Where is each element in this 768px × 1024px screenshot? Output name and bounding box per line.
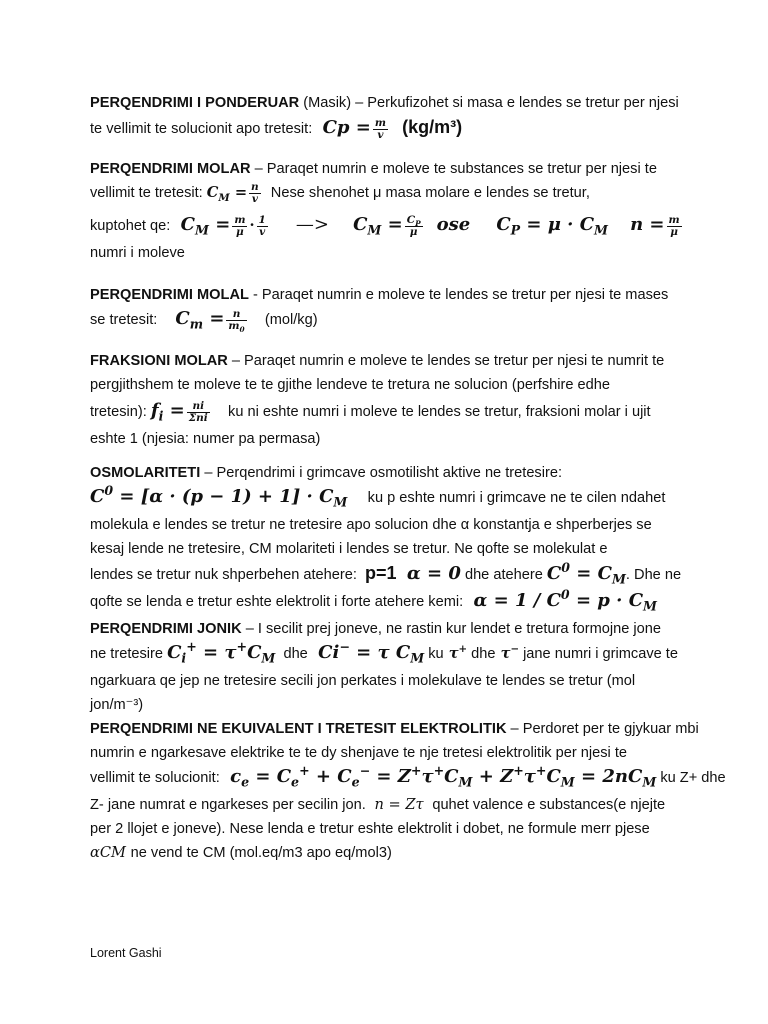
- text-line: [90, 717, 699, 741]
- text-line: [90, 157, 680, 181]
- unit: (kg/m³): [402, 117, 463, 137]
- text: - Paraqet numrin e moleve te lendes se tretur per njesi te mases: [248, 287, 669, 303]
- text-line: [90, 763, 726, 793]
- section-title: PERQENDRIMI JONIK: [90, 621, 242, 637]
- text: vellimit te solucionit:: [90, 770, 220, 786]
- author-footer: Lorent Gashi: [90, 946, 162, 960]
- formula: Ci− = τ $C_M$: [311, 639, 425, 666]
- text-line: [90, 841, 680, 865]
- text: molekula e lendes se tretur ne tretesire apo solucion dhe α konstantja e shperberjes se: [90, 517, 652, 533]
- text: – Perdoret per te gjykuar mbi: [506, 721, 699, 737]
- formula: $C_m$ =: [175, 308, 225, 332]
- text: ne tretesire: [90, 646, 164, 662]
- text-line: [90, 283, 680, 307]
- text: ku Z+ dhe: [660, 770, 726, 786]
- section-ekuivalent: [90, 717, 726, 865]
- text: qofte se lenda e tretur eshte elektrolit i forte atehere kemi:: [90, 594, 464, 610]
- text-line: [90, 741, 680, 765]
- section-ponderuar: [90, 91, 680, 143]
- section-title: FRAKSIONI MOLAR: [90, 353, 228, 369]
- formula: αCM: [90, 844, 131, 861]
- text: – Paraqet numrin e moleve te substances se tretur per njesi te: [250, 161, 657, 177]
- text-line: kuptohet qe: $C_M$ = $\frac{m}{\mu}$ · $\frac{1}{v}$ —> $C_M$ = $\frac{C_P}{\mu}$ ose $C_P = \mu \cdot C_M$ n = $\frac{m}{\mu}$: [90, 213, 680, 238]
- formula: $\alpha = 1 / C^0 = p \cdot C_M$: [467, 587, 657, 614]
- section-fraksioni: [90, 349, 680, 449]
- text: (Masik) – Perkufizohet si masa e lendes se tretur per njesi: [299, 95, 679, 111]
- text: vellimit te tretesit:: [90, 185, 203, 201]
- text-line: [90, 537, 680, 561]
- text-line: [90, 513, 680, 537]
- text: pergjithshem te moleve te te gjithe lendeve te tretura ne solucion (perfshire edhe: [90, 377, 611, 393]
- text: tretesin):: [90, 404, 147, 420]
- formula: $C_M$ =: [353, 214, 403, 238]
- formula: n = Zτ: [369, 796, 429, 813]
- unit: (mol/kg): [264, 312, 318, 328]
- text-line: [90, 817, 680, 841]
- text-line: ne tretesire $C_i^+ = \tau^+C_M$ dhe Ci− = τ $C_M$ ku τ+ dhe τ− jane numri i grimcave te: [90, 639, 678, 666]
- text-line: [90, 427, 680, 451]
- text-line: [90, 91, 680, 115]
- text: dhe: [471, 646, 496, 662]
- formula: n =: [630, 214, 665, 235]
- text: ku ni eshte numri i moleve te lendes se tretur, fraksioni molar i ujit: [228, 404, 651, 420]
- formula: $C^0 = C_M$: [546, 560, 626, 587]
- text: se tretesit:: [90, 312, 158, 328]
- text: numrin e ngarkesave elektrike te te dy shenjave te nje tretesi elektrolitik per njesi te: [90, 745, 627, 761]
- text: kuptohet qe:: [90, 218, 171, 234]
- text: dhe atehere: [464, 567, 543, 583]
- section-title: OSMOLARITETI: [90, 465, 201, 481]
- section-title: PERQENDRIMI I PONDERUAR: [90, 95, 300, 111]
- text: p=1: [365, 563, 397, 583]
- text: . Dhe ne: [625, 567, 682, 583]
- section-molal: [90, 283, 680, 335]
- formula: $C_i^+ = \tau^+C_M$: [167, 639, 276, 666]
- text-line: [90, 693, 680, 717]
- text: dhe: [283, 646, 308, 662]
- text: Z- jane numrat e ngarkeses per secilin jon.: [90, 797, 366, 813]
- text: te vellimit te solucionit apo tretesit:: [90, 121, 313, 137]
- text: quhet valence e substances(e njejte: [432, 797, 666, 813]
- text: ngarkuara qe jep ne tretesire secili jon perkates i molekulave te lendes se tretur (mol: [90, 673, 636, 689]
- formula-equivalent: $c_e = C_e^+ + C_e^- = Z^+\tau^+C_M + Z^+\tau^+C_M = 2nC_M$: [223, 763, 657, 790]
- text-line: [90, 561, 680, 589]
- fraction: $\frac{m}{v}$: [374, 116, 386, 141]
- text: lendes se tretur nuk shperbehen atehere:: [90, 567, 357, 583]
- section-title: PERQENDRIMI NE EKUIVALENT I TRETESIT ELEKTROLITIK: [90, 721, 507, 737]
- text-line: [90, 349, 680, 373]
- formula-cm: $C_M$ =: [206, 184, 248, 204]
- text: – Paraqet numrin e moleve te lendes se tretur per njesi te numrit te: [227, 353, 665, 369]
- formula-osmolarity: $C^0 = [\alpha \cdot (p - 1) + 1] \cdot C_M$: [90, 483, 348, 510]
- formula-cp: Cp =: [316, 117, 371, 138]
- text: jon/m⁻³): [90, 697, 144, 713]
- text-line: [90, 589, 680, 617]
- formula: α = 0: [400, 563, 461, 584]
- formula: $C_P = \mu \cdot C_M$: [496, 214, 608, 238]
- text: ku p eshte numri i grimcave ne te cilen ndahet: [367, 490, 666, 506]
- section-molar: [90, 157, 680, 261]
- text-line: [90, 461, 680, 485]
- text: eshte 1 (njesia: numer pa permasa): [90, 431, 321, 447]
- text: Nese shenohet μ masa molare e lendes se tretur,: [270, 185, 590, 201]
- text: ne vend te CM (mol.eq/m3 apo eq/mol3): [130, 845, 392, 861]
- text: kesaj lende ne tretesire, CM molariteti i lendes se tretur. Ne qofte se molekulat e: [90, 541, 608, 557]
- section-osmolariteti: [90, 461, 680, 617]
- formula: $C_M$ =: [174, 214, 231, 238]
- text-line: tretesin): $f_i$ = $\frac{ni}{\text{Σni}}$ ku ni eshte numri i moleve te lendes se tretur, fraksioni molar i ujit: [90, 399, 651, 424]
- arrow: —>: [295, 214, 329, 235]
- text-line: [90, 181, 680, 209]
- text: numri i moleve: [90, 245, 185, 261]
- text-line: [90, 669, 680, 693]
- section-title: PERQENDRIMI MOLAR: [90, 161, 251, 177]
- text-line: [90, 115, 680, 143]
- text-line: se tretesit: $C_m$ = $\frac{n}{m_0}$ (mol/kg): [90, 307, 318, 334]
- text: per 2 llojet e joneve). Nese lenda e tretur eshte elektrolit i dobet, ne formule merr pjese: [90, 821, 650, 837]
- text-line: [90, 485, 680, 513]
- text: – Perqendrimi i grimcave osmotilisht aktive ne tretesire:: [200, 465, 563, 481]
- text-line: [90, 241, 680, 265]
- section-jonik: [90, 617, 680, 717]
- fraction: $\frac{n}{v}$: [251, 180, 259, 205]
- formula: $f_i$ =: [150, 400, 185, 424]
- text-line: [90, 617, 680, 641]
- text: – I secilit prej joneve, ne rastin kur lendet e tretura formojne jone: [241, 621, 662, 637]
- section-title: PERQENDRIMI MOLAL: [90, 287, 249, 303]
- text-line: [90, 793, 680, 817]
- ose-word: ose: [436, 214, 471, 235]
- text: jane numri i grimcave te: [523, 646, 678, 662]
- text: ku: [428, 646, 444, 662]
- text-line: [90, 373, 680, 397]
